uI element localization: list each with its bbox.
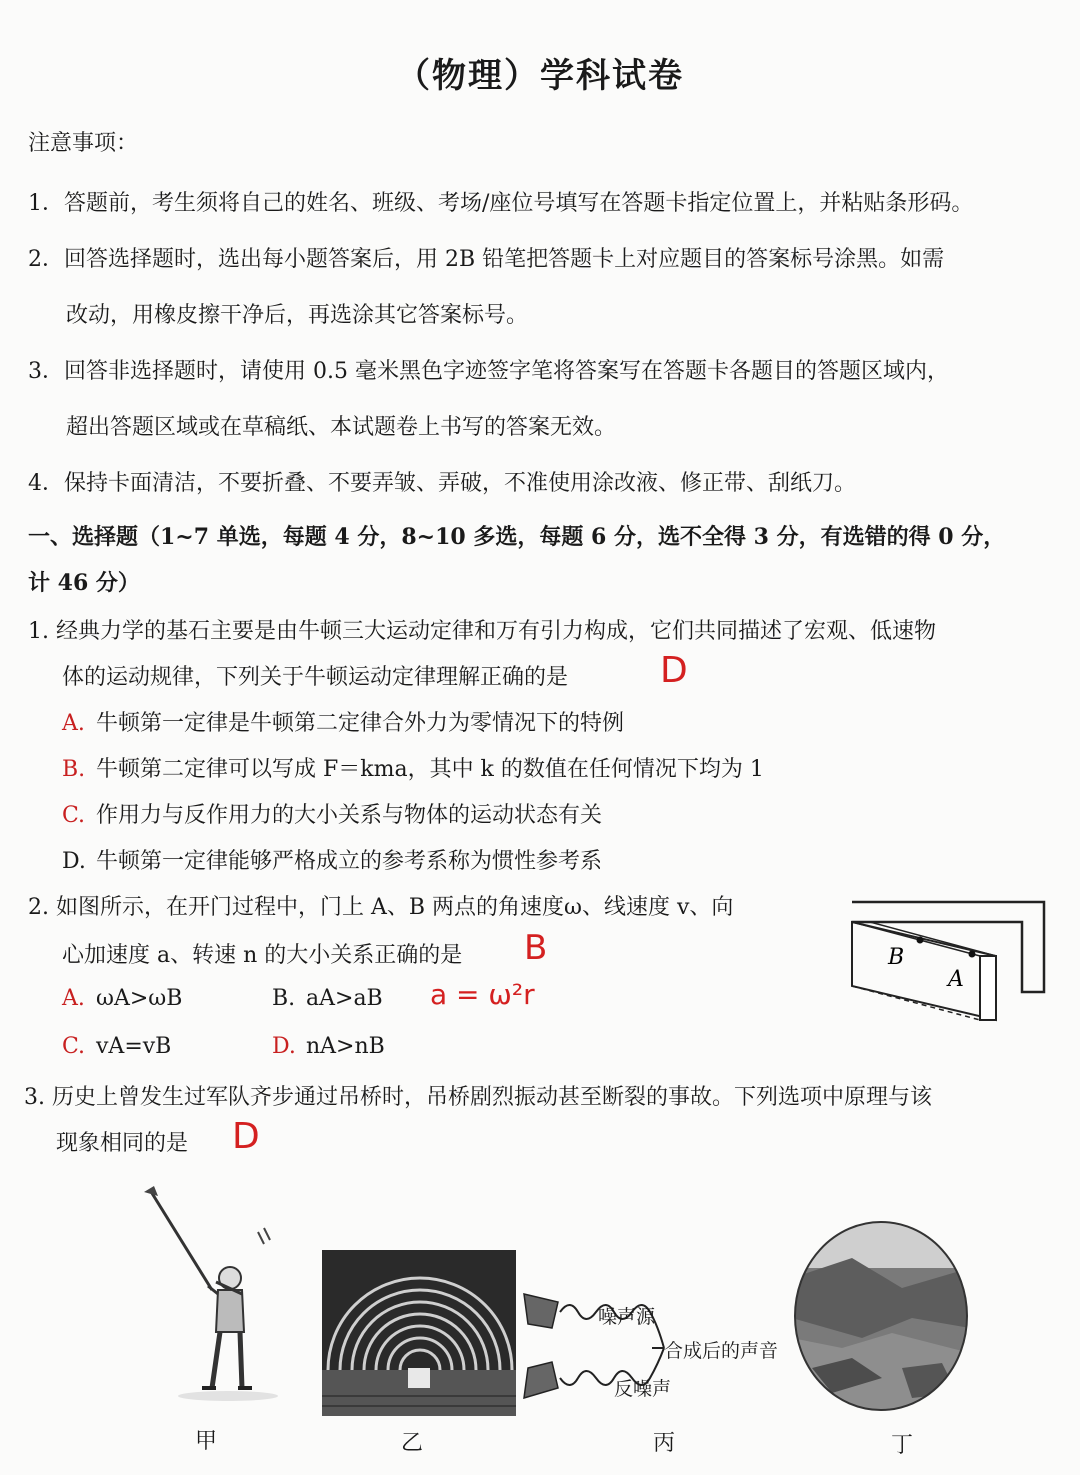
q1-option-a-letter: A. [62,711,85,736]
figure-jia-image [138,1182,278,1404]
figure-ding-image [792,1218,970,1414]
anti-noise-text: 反噪声 [614,1378,672,1400]
ground-shadow [178,1391,278,1401]
q1-stem-line2: 体的运动规律，下列关于牛顿运动定律理解正确的是 [62,665,569,690]
q1-option-d-letter: D. [62,849,86,874]
combined-sound-text: 合成后的声音 [664,1340,779,1362]
point-b-dot [917,937,924,944]
section-heading-cont: 计 46 分） [28,570,140,596]
notice-heading: 注意事项： [28,131,139,156]
q1-option-d [62,844,602,875]
point-a-dot [969,951,976,958]
page-title: （物理）学科试卷 [396,56,684,96]
door-side-edge [980,956,996,1020]
notice-item-2-cont: 改动，用橡皮擦干净后，再选涂其它答案标号。 [66,303,529,328]
figure-yi-label: 乙 [400,1431,423,1456]
q2-option-d-letter: D. [272,1034,296,1059]
q2-option-d [272,1034,385,1059]
q1-option-b-text: 牛顿第二定律可以写成 F＝kma，其中 k 的数值在任何情况下均为 1 [96,757,764,782]
q1-handwritten-answer: D [660,650,688,691]
motion-lines [258,1228,270,1244]
q3-stem-line1: 3. 历史上曾发生过军队齐步通过吊桥时，吊桥剧烈振动甚至断裂的事故。下列选项中原理与该 [24,1085,932,1110]
torso [216,1290,244,1332]
q2-stem-line1: 2. 如图所示，在开门过程中，门上 A、B 两点的角速度ω、线速度 v、向 [28,895,734,920]
q2-option-c-letter: C. [62,1034,86,1059]
q1-option-c-text: 作用力与反作用力的大小关系与物体的运动状态有关 [96,803,603,828]
q2-option-c [62,1034,171,1059]
legs [212,1332,242,1388]
q2-option-a-letter: A. [62,986,85,1011]
q1-option-b-letter: B. [62,757,86,782]
figure-yi-image [322,1250,516,1416]
q1-stem-line1: 1. 经典力学的基石主要是由牛顿三大运动定律和万有引力构成，它们共同描述了宏观、低速物 [28,619,936,644]
q2-option-b-letter: B. [272,986,296,1011]
notice-item-3: 3．回答非选择题时，请使用 0.5 毫米黑色字迹签字笔将答案写在答题卡各题目的答题区域内， [28,359,949,384]
q1-option-a [62,706,624,737]
q1-option-b [62,752,764,783]
noise-source-text: 噪声源 [598,1306,656,1328]
notice-item-2: 2．回答选择题时，选出每小题答案后，用 2B 铅笔把答题卡上对应题目的答案标号涂黑。如需 [28,247,945,272]
q2-option-d-text: nA>nB [306,1034,385,1059]
door-figure [846,896,1050,1026]
q2-handwritten-formula: a = ω²r [430,978,535,1011]
pole-tip [144,1186,158,1196]
notice-item-3-cont: 超出答题区域或在草稿纸、本试题卷上书写的答案无效。 [66,415,617,440]
figure-ding-label: 丁 [890,1433,913,1458]
q2-option-c-text: vA=vB [96,1034,172,1059]
q3-handwritten-answer: D [232,1116,260,1157]
q1-option-c [62,798,602,829]
q1-option-d-text: 牛顿第一定律能够严格成立的参考系称为惯性参考系 [96,849,603,874]
point-b-label: B [888,945,905,970]
q1-option-c-letter: C. [62,803,86,828]
q2-option-b-text: aA>aB [306,986,383,1011]
figure-bing-label: 丙 [652,1431,675,1456]
notice-item-1: 1．答题前，考生须将自己的姓名、班级、考场/座位号填写在答题卡指定位置上，并粘贴条形码。 [28,191,974,216]
notice-item-4: 4．保持卡面清洁，不要折叠、不要弄皱、弄破，不准使用涂改液、修正带、刮纸刀。 [28,471,856,496]
q2-option-a [62,986,182,1011]
pole [150,1190,212,1290]
q3-stem-line2: 现象相同的是 [56,1131,189,1156]
q1-option-a-text: 牛顿第一定律是牛顿第二定律合外力为零情况下的特例 [96,711,625,736]
q2-option-b [272,986,383,1011]
q2-stem-line2: 心加速度 a、转速 n 的大小关系正确的是 [62,943,463,968]
q2-option-a-text: ωA>ωB [96,986,183,1011]
figure-jia-label: 甲 [194,1429,217,1454]
point-a-label: A [948,967,964,992]
noise-source-speaker [524,1294,558,1328]
q2-handwritten-answer: B [524,928,548,968]
section-heading: 一、选择题（1~7 单选，每题 4 分，8~10 多选，每题 6 分，选不全得 3 分，有选错的得 0 分， [28,524,1006,550]
anti-noise-speaker [524,1362,558,1398]
wave-gap [408,1368,430,1388]
